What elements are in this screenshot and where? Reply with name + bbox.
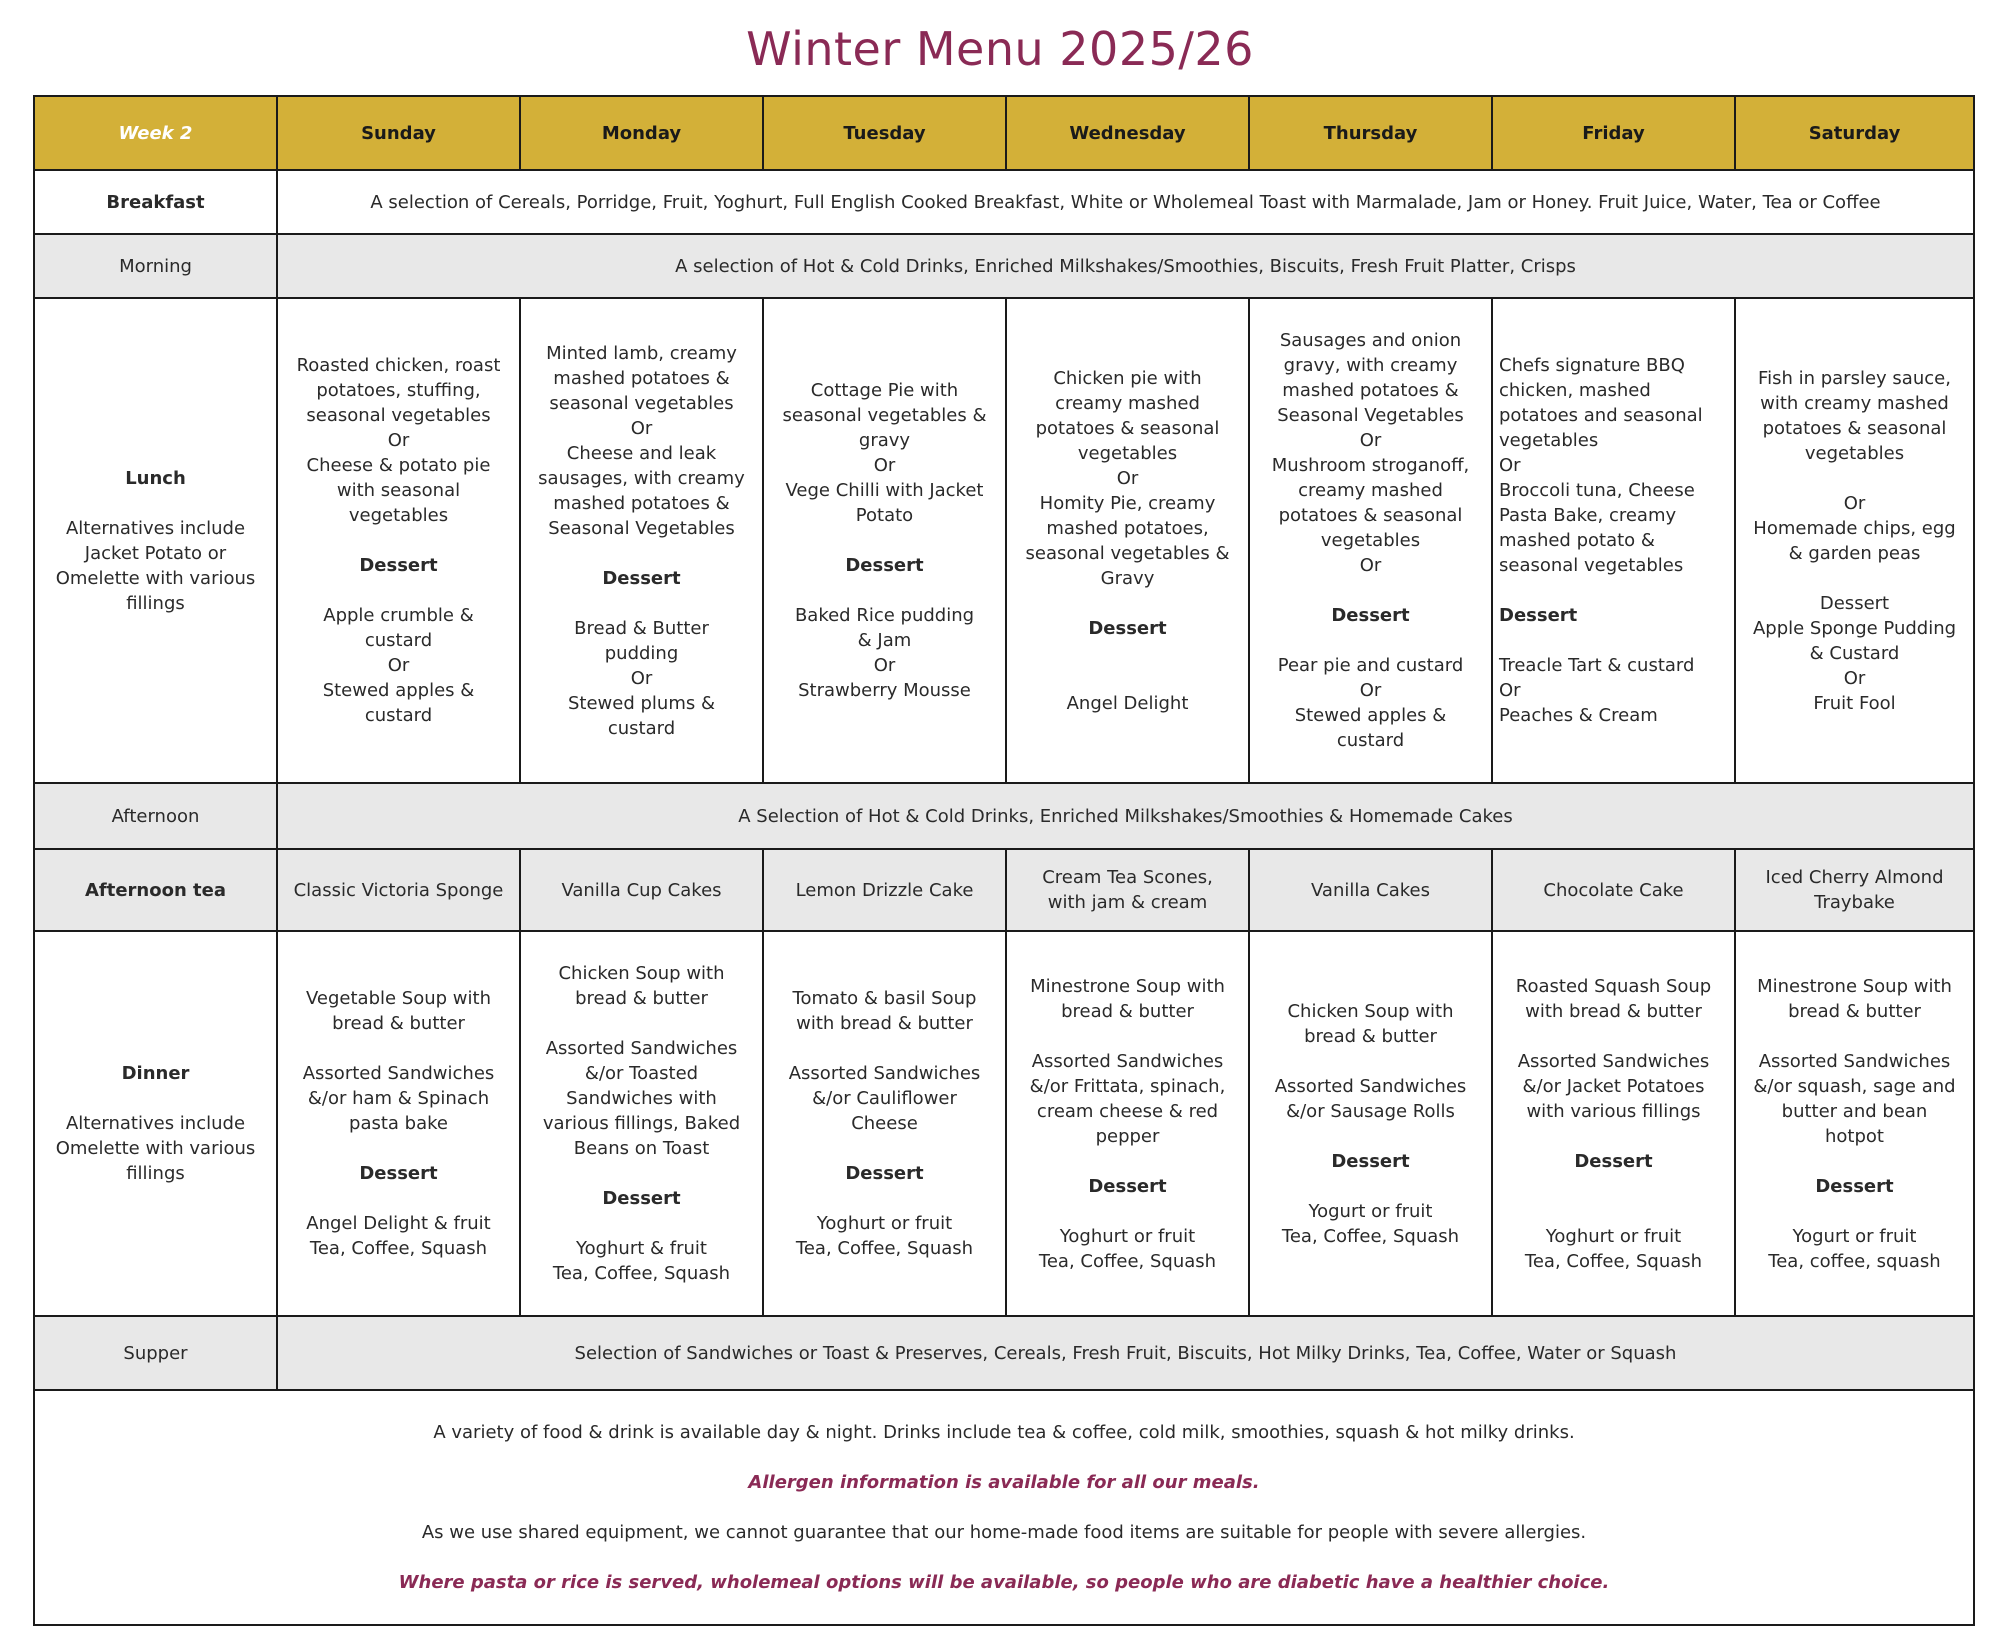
afternoon-tea-row: [34, 849, 1974, 931]
dinner-dessert: Angel Delight & fruit Tea, Coffee, Squash: [306, 1213, 491, 1259]
lunch-dessert: Baked Rice pudding & Jam Or Strawberry Mousse: [794, 605, 975, 701]
supper-text: Selection of Sandwiches or Toast & Preserves, Cereals, Fresh Fruit, Biscuits, Hot Milky Drinks, Tea, Coffee, Water or Squash: [277, 1316, 1974, 1390]
dinner-monday: [520, 931, 763, 1316]
dessert-label: Dessert: [1574, 1150, 1653, 1172]
dinner-sunday: [277, 931, 520, 1316]
breakfast-label: Breakfast: [34, 170, 277, 234]
dessert-label: Dessert: [602, 567, 681, 589]
afternoon-tea-thursday: Vanilla Cakes: [1249, 849, 1492, 931]
dinner-dessert: Yoghurt & fruit Tea, Coffee, Squash: [552, 1238, 731, 1284]
morning-text: A selection of Hot & Cold Drinks, Enriched Milkshakes/Smoothies, Biscuits, Fresh Fruit Platter, Crisps: [277, 234, 1974, 298]
dinner-main: Roasted Squash Soup with bread & butter Assorted Sandwiches &/or Jacket Potatoes with various fillings: [1515, 975, 1712, 1122]
dessert-label: Dessert: [845, 555, 924, 576]
morning-label: Morning: [34, 234, 277, 298]
dessert-label: Dessert: [1815, 1175, 1894, 1197]
lunch-main: Fish in parsley sauce, with creamy mashed potatoes & seasonal vegetables Or Homemade chips, egg & garden peas Dessert Apple Sponge Pudding & Custard Or Fruit Fool: [1752, 367, 1957, 714]
afternoon-text: A Selection of Hot & Cold Drinks, Enriched Milkshakes/Smoothies & Homemade Cakes: [277, 783, 1974, 849]
footer-line-availability: A variety of food & drink is available day & night. Drinks include tea & coffee, cold milk, smoothies, squash & hot milky drinks.: [433, 1422, 1575, 1443]
day-monday: Monday: [520, 96, 763, 170]
lunch-main: Minted lamb, creamy mashed potatoes & seasonal vegetables Or Cheese and leak sausages, with creamy mashed potatoes & Seasonal Vegetables: [538, 342, 745, 539]
week-label: Week 2: [34, 96, 277, 170]
afternoon-tea-sunday: Classic Victoria Sponge: [277, 849, 520, 931]
supper-label: Supper: [34, 1316, 277, 1390]
day-thursday: Thursday: [1249, 96, 1492, 170]
dinner-dessert: Yogurt or fruit Tea, coffee, squash: [1768, 1225, 1941, 1272]
lunch-main: Roasted chicken, roast potatoes, stuffing, seasonal vegetables Or Cheese & potato pie with seasonal vegetables: [296, 355, 501, 526]
afternoon-label: Afternoon: [34, 783, 277, 849]
afternoon-tea-friday: Chocolate Cake: [1492, 849, 1735, 931]
lunch-sunday: [277, 298, 520, 783]
day-sunday: Sunday: [277, 96, 520, 170]
dinner-wednesday: [1006, 931, 1249, 1316]
afternoon-tea-monday: Vanilla Cup Cakes: [520, 849, 763, 931]
breakfast-text: A selection of Cereals, Porridge, Fruit, Yoghurt, Full English Cooked Breakfast, White or Wholemeal Toast with Marmalade, Jam or Honey. Fruit Juice, Water, Tea or Coffee: [277, 170, 1974, 234]
afternoon-tea-tuesday: Lemon Drizzle Cake: [763, 849, 1006, 931]
dinner-main: Tomato & basil Soup with bread & butter Assorted Sandwiches &/or Cauliflower Cheese: [788, 988, 981, 1134]
dessert-label: Dessert: [1088, 1175, 1167, 1197]
afternoon-row: [34, 783, 1974, 849]
dinner-tuesday: [763, 931, 1006, 1316]
dinner-dessert: Yoghurt or fruit Tea, Coffee, Squash: [1038, 1225, 1217, 1272]
day-wednesday: Wednesday: [1006, 96, 1249, 170]
footer-line-shared-equipment: As we use shared equipment, we cannot guarantee that our home-made food items are suitable for people with severe allergies.: [421, 1522, 1587, 1543]
lunch-dessert: Angel Delight: [1066, 692, 1189, 714]
dinner-main: Chicken Soup with bread & butter Assorted Sandwiches &/or Sausage Rolls: [1274, 1000, 1467, 1122]
day-friday: Friday: [1492, 96, 1735, 170]
dessert-label: Dessert: [1088, 617, 1167, 639]
dinner-friday: [1492, 931, 1735, 1316]
lunch-dessert: Apple crumble & custard Or Stewed apples & custard: [322, 605, 475, 726]
dinner-alternatives: Alternatives include Omelette with various fillings: [55, 1113, 256, 1184]
footer-notes: [34, 1390, 1974, 1625]
dinner-dessert: Yogurt or fruit Tea, Coffee, Squash: [1281, 1200, 1460, 1247]
dessert-label: Dessert: [359, 555, 438, 576]
lunch-monday: [520, 298, 763, 783]
footer-line-allergen: Allergen information is available for all our meals.: [748, 1472, 1260, 1493]
lunch-alternatives: Alternatives include Jacket Potato or Omelette with various fillings: [55, 517, 256, 614]
lunch-friday: [1492, 298, 1735, 783]
supper-row: [34, 1316, 1974, 1390]
lunch-dessert: Bread & Butter pudding Or Stewed plums & custard: [567, 617, 715, 739]
footer-line-wholemeal: Where pasta or rice is served, wholemeal options will be available, so people who are diabetic have a healthier choice.: [398, 1572, 1610, 1593]
header-row: [34, 96, 1974, 170]
dinner-main: Minestrone Soup with bread & butter Assorted Sandwiches &/or squash, sage and butter and bean hotpot: [1753, 975, 1956, 1147]
afternoon-tea-wednesday: Cream Tea Scones, with jam & cream: [1006, 849, 1249, 931]
lunch-tuesday: [763, 298, 1006, 783]
footer-row: [34, 1390, 1974, 1625]
dinner-main: Minestrone Soup with bread & butter Assorted Sandwiches &/or Frittata, spinach, cream cheese & red pepper: [1029, 975, 1226, 1147]
lunch-label-cell: [34, 298, 277, 783]
dinner-saturday: [1735, 931, 1974, 1316]
lunch-row: [34, 298, 1974, 783]
dessert-label: Dessert: [359, 1163, 438, 1184]
dessert-label: Dessert: [1331, 1150, 1410, 1172]
menu-table: [33, 95, 1975, 1626]
dinner-dessert: Yoghurt or fruit Tea, Coffee, Squash: [795, 1213, 974, 1259]
afternoon-tea-saturday: Iced Cherry Almond Traybake: [1735, 849, 1974, 931]
lunch-dessert: Pear pie and custard Or Stewed apples & custard: [1277, 655, 1464, 751]
dinner-label-cell: [34, 931, 277, 1316]
afternoon-tea-label: Afternoon tea: [34, 849, 277, 931]
lunch-main: Cottage Pie with seasonal vegetables & gravy Or Vege Chilli with Jacket Potato: [782, 380, 987, 526]
day-saturday: Saturday: [1735, 96, 1974, 170]
lunch-wednesday: [1006, 298, 1249, 783]
dinner-thursday: [1249, 931, 1492, 1316]
morning-row: [34, 234, 1974, 298]
dinner-dessert: Yoghurt or fruit Tea, Coffee, Squash: [1524, 1225, 1703, 1272]
lunch-main: Sausages and onion gravy, with creamy mashed potatoes & Seasonal Vegetables Or Mushroom stroganoff, creamy mashed potatoes & seasonal vegetables Or: [1271, 330, 1470, 576]
dinner-row: [34, 931, 1974, 1316]
dessert-label: Dessert: [845, 1163, 924, 1184]
lunch-dessert: Treacle Tart & custard Or Peaches & Cream: [1499, 655, 1695, 726]
lunch-main: Chicken pie with creamy mashed potatoes & seasonal vegetables Or Homity Pie, creamy mashed potatoes, seasonal vegetables & Gravy: [1025, 367, 1230, 589]
lunch-label: Lunch: [125, 467, 186, 489]
dinner-main: Vegetable Soup with bread & butter Assorted Sandwiches &/or ham & Spinach pasta bake: [302, 988, 495, 1134]
dessert-label: Dessert: [1331, 605, 1410, 626]
dessert-label: Dessert: [602, 1188, 681, 1209]
lunch-main: Chefs signature BBQ chicken, mashed potatoes and seasonal vegetables Or Broccoli tuna, Cheese Pasta Bake, creamy mashed potato & seasonal vegetables: [1499, 355, 1703, 576]
lunch-saturday: [1735, 298, 1974, 783]
dinner-main: Chicken Soup with bread & butter Assorted Sandwiches &/or Toasted Sandwiches with various fillings, Baked Beans on Toast: [542, 963, 741, 1159]
breakfast-row: [34, 170, 1974, 234]
day-tuesday: Tuesday: [763, 96, 1006, 170]
dinner-label: Dinner: [121, 1063, 190, 1084]
page-title: Winter Menu 2025/26: [746, 22, 1254, 76]
dessert-label: Dessert: [1499, 605, 1578, 626]
lunch-thursday: [1249, 298, 1492, 783]
